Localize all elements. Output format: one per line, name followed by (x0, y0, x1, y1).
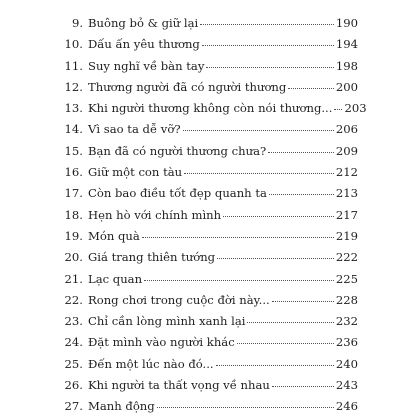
toc-entry-title: Lạc quan (88, 271, 143, 286)
toc-entry (62, 183, 358, 204)
toc-entry-title: Dấu ấn yêu thương (88, 37, 200, 52)
toc-entry-number: 12. (64, 79, 83, 94)
toc-entry-number: 23. (64, 314, 83, 329)
toc-entry-number: 26. (64, 378, 83, 393)
toc-entry-number: 22. (64, 292, 83, 307)
toc-entry-page-number: 203 (344, 101, 367, 116)
toc-entry-page-number: 243 (335, 378, 358, 393)
toc-entry (62, 56, 358, 77)
toc-entry-number: 18. (64, 207, 83, 222)
toc-entry-title: Còn bao điều tốt đẹp quanh ta (88, 186, 267, 201)
toc-entry-page-number: 194 (335, 37, 358, 52)
toc-entry-number: 24. (64, 335, 83, 350)
toc-entry-title: Suy nghĩ về bàn tay (88, 58, 205, 73)
toc-entry (62, 332, 358, 353)
toc-entry (62, 375, 358, 396)
dot-leader (184, 172, 334, 174)
toc-entry (62, 290, 358, 311)
dot-leader (288, 87, 334, 89)
dot-leader (144, 279, 334, 281)
dot-leader (272, 300, 334, 302)
toc-entry-title: Đặt mình vào người khác (88, 335, 235, 350)
toc-entry-number: 15. (64, 143, 83, 158)
toc-entry-page-number: 209 (335, 143, 358, 158)
toc-entry-title: Đến một lúc nào đó... (88, 356, 214, 371)
toc-entry-number: 14. (64, 122, 83, 137)
toc-entry-page-number: 213 (335, 186, 358, 201)
dot-leader (216, 364, 334, 366)
dot-leader (183, 129, 334, 131)
toc-entry-page-number: 236 (335, 335, 358, 350)
toc-entry-title: Buông bỏ & giữ lại (88, 16, 199, 30)
dot-leader (269, 193, 334, 195)
table-of-contents (62, 13, 367, 418)
toc-entry-page-number: 240 (335, 356, 358, 371)
toc-entry (62, 141, 358, 162)
toc-entry-number: 27. (64, 399, 83, 414)
toc-entry-number: 13. (64, 101, 83, 116)
toc-entry-page-number: 232 (335, 314, 358, 329)
toc-entry-number: 19. (64, 228, 83, 243)
toc-entry-title: Thương người đã có người thương (88, 79, 287, 94)
toc-entry-number: 25. (64, 356, 83, 371)
toc-entry-title: Manh động (88, 399, 155, 414)
toc-entry-page-number: 190 (335, 16, 358, 30)
toc-entry-page-number: 200 (335, 79, 358, 94)
toc-entry-title: Khi người ta thất vọng về nhau (88, 378, 270, 393)
dot-leader (217, 257, 334, 259)
toc-entry-page-number: 217 (335, 207, 358, 222)
toc-entry (62, 269, 358, 290)
toc-entry-title: Giữ một con tàu (88, 165, 183, 180)
dot-leader (202, 44, 334, 46)
dot-leader (223, 215, 334, 217)
toc-entry-title: Hẹn hò với chính mình (88, 207, 222, 222)
toc-entry-page-number: 219 (335, 228, 358, 243)
toc-entry-number: 17. (64, 186, 83, 201)
toc-entry-title: Bạn đã có người thương chưa? (88, 143, 267, 158)
toc-entry (62, 98, 367, 119)
dot-leader (272, 385, 334, 387)
toc-entry (62, 162, 358, 183)
toc-entry-number: 16. (64, 165, 83, 180)
toc-entry (62, 77, 358, 98)
toc-entry (62, 34, 358, 55)
toc-entry-number: 11. (64, 58, 83, 73)
toc-entry-page-number: 206 (335, 122, 358, 137)
dot-leader (200, 23, 334, 25)
toc-entry-number: 20. (64, 250, 83, 265)
toc-entry-number: 21. (64, 271, 83, 286)
toc-entry-page-number: 198 (335, 58, 358, 73)
toc-entry-title: Món quà (88, 228, 140, 243)
toc-entry (62, 226, 358, 247)
toc-entry (62, 396, 358, 417)
toc-entry-number: 10. (64, 37, 83, 52)
toc-entry (62, 205, 358, 226)
toc-entry-title: Vì sao ta dễ vỡ? (88, 122, 181, 137)
toc-entry-page-number: 228 (335, 292, 358, 307)
dot-leader (268, 151, 334, 153)
toc-entry-title: Rong chơi trong cuộc đời này... (88, 292, 270, 307)
toc-entry (62, 354, 358, 375)
toc-entry (62, 119, 358, 140)
toc-entry-title: Khi người thương không còn nói thương... (88, 101, 333, 116)
toc-entry-page-number: 225 (335, 271, 358, 286)
toc-entry (62, 13, 358, 34)
toc-entry-page-number: 222 (335, 250, 358, 265)
dot-leader (334, 108, 342, 110)
toc-entry-title: Giá trang thiên tướng (88, 250, 216, 265)
dot-leader (247, 321, 333, 323)
dot-leader (206, 66, 333, 68)
dot-leader (237, 342, 334, 344)
dot-leader (157, 406, 334, 408)
dot-leader (142, 236, 334, 238)
toc-entry-title: Chỉ cần lòng mình xanh lại (88, 314, 246, 329)
toc-entry (62, 247, 358, 268)
toc-entry-page-number: 212 (335, 165, 358, 180)
toc-entry-number: 9. (71, 16, 83, 30)
toc-entry-page-number: 246 (335, 399, 358, 414)
toc-entry (62, 311, 358, 332)
